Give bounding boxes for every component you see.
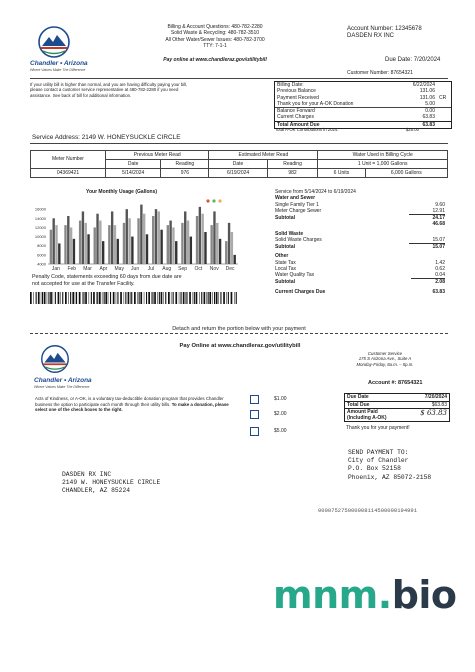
barcode-bar (120, 292, 122, 304)
x-tick-label: Jul (147, 266, 155, 272)
barcode-bar (165, 292, 166, 304)
account-summary (274, 81, 452, 129)
barcode-bar (79, 292, 81, 304)
usage-bar (204, 232, 206, 264)
barcode-bar (218, 292, 219, 304)
meter-row: 04369421 5/14/2024 976 6/19/2024 982 6 Units 6,000 Gallons (31, 169, 448, 178)
meter-header: Estimated Meter Read (209, 151, 318, 160)
legend-dot (206, 199, 209, 202)
usage-bar (169, 221, 171, 264)
charge-line: Subtotal 15.07 (275, 243, 445, 250)
barcode-bar (72, 292, 74, 304)
barcode-bar (201, 292, 202, 304)
meter-header: Previous Meter Read (106, 151, 209, 160)
barcode-bar (212, 292, 213, 304)
barcode-bar (125, 292, 126, 304)
barcode-bar (134, 292, 136, 304)
barcode-bar (42, 292, 43, 304)
barcode-bar (234, 292, 235, 304)
usage-bar (82, 211, 84, 264)
barcode-bar (47, 292, 48, 304)
summary-row: Balance Forward 0.00 (275, 108, 451, 115)
usage-bar (167, 225, 169, 264)
due-date: Due Date: 7/20/2024 (385, 57, 441, 63)
barcode-bar (110, 292, 111, 304)
barcode-bar (214, 292, 215, 304)
barcode-bar (173, 292, 174, 304)
meter-header: Water Used in Billing Cycle (318, 151, 448, 160)
usage-bar (50, 230, 52, 264)
barcode-bar (140, 292, 142, 304)
legend-dot (218, 199, 221, 202)
meter-subheader: Date (209, 160, 267, 169)
usage-bar (196, 216, 198, 264)
usage-bar (117, 239, 119, 264)
barcode-bar (102, 292, 103, 304)
send-payment-address: SEND PAYMENT TO: City of Chandler P.O. Box 52158 Phoenix, AZ 85072-2158 (348, 449, 432, 481)
usage-bar (140, 205, 142, 264)
barcode-bar (220, 292, 221, 304)
due-date-value: 7/20/2024 (424, 394, 447, 400)
penalty-note: Penalty Code, statements exceeding 60 days from due date are not accepted for use at the Transfer Facility. (32, 274, 182, 287)
barcode-bar (157, 292, 158, 304)
usage-bar (96, 214, 98, 264)
barcode-bar (68, 292, 69, 304)
barcode-bar (137, 292, 138, 304)
amount-paid-label: Amount Paid (Including A-OK) (347, 409, 387, 422)
usage-bar (114, 225, 116, 264)
detach-notice: Detach and return the portion below with your payment (172, 326, 306, 332)
usage-bar (210, 225, 212, 264)
barcode-bar (38, 292, 40, 304)
charge-line: Subtotal 24.17 (275, 214, 445, 221)
barcode-bar (30, 292, 32, 304)
payment-box (344, 393, 450, 422)
usage-bar (58, 243, 60, 264)
legend-dot (212, 199, 215, 202)
remit-account-number: Account #: 87654321 (368, 380, 423, 386)
customer-number: Customer Number: 87654321 (347, 70, 413, 76)
barcode-bar (97, 292, 98, 304)
barcode-bar (148, 292, 150, 304)
summary-row: Thank you for your A-OK Donation 5.00 (277, 100, 435, 107)
barcode-bar (185, 292, 186, 304)
x-tick-label: Apr (99, 266, 108, 272)
usage-bar (190, 237, 192, 264)
customer-mailing-address: DASDEN RX INC 2149 W. HONEYSUCKLE CIRCLE CHANDLER, AZ 85224 (62, 471, 161, 495)
usage-bar (158, 211, 160, 264)
usage-bar (64, 225, 66, 264)
usage-bar (137, 218, 139, 264)
barcode-bar (75, 292, 76, 304)
remit-pay-online-link[interactable]: Pay Online at www.chandleraz.gov/utilitybill (179, 343, 301, 349)
logo-tagline: Where Values Make The Difference (34, 385, 90, 389)
y-tick-label: 4000 (37, 261, 46, 267)
usage-bar (55, 225, 57, 264)
barcode-bar (131, 292, 132, 304)
barcode-bar (159, 292, 160, 304)
barcode-bar (99, 292, 101, 304)
contact-line: TTY: 7-1-1 (203, 42, 227, 49)
barcode-bar (194, 292, 195, 304)
donation-checkbox-1[interactable] (250, 395, 259, 404)
barcode-bar (128, 292, 130, 304)
barcode-bar (183, 292, 185, 304)
aok-contributions: Total A-OK Contributions in 2024: $25.00 (275, 127, 419, 132)
x-tick-label: Oct (194, 266, 203, 272)
current-charges-row: Current Charges Due 63.83 (275, 288, 445, 295)
usage-bar (234, 255, 236, 264)
barcode-bar (189, 292, 191, 304)
charge-line: Local Tax 0.62 (275, 265, 445, 272)
logo-name: Chandler • Arizona (34, 377, 92, 384)
service-period: Service from 5/14/2024 to 6/19/2024 (275, 189, 356, 195)
y-tick-label: 8000 (37, 243, 46, 249)
barcode-bar (209, 292, 211, 304)
usage-bar (126, 209, 128, 264)
meter-header: Meter Number (31, 151, 106, 169)
chart-title: Your Monthly Usage (Gallons) (86, 189, 158, 195)
usage-bar (187, 221, 189, 264)
usage-bar (111, 211, 113, 264)
summary-row: Payment Received 131.06 CR (277, 94, 447, 101)
barcode-bar (206, 292, 207, 304)
charge-line: Single Family Tier 1 9.60 (275, 201, 445, 208)
usage-bar (79, 221, 81, 264)
donation-checkbox-2[interactable] (250, 410, 259, 419)
usage-bar (213, 211, 215, 264)
account-number: Account Number: 12345678 (347, 26, 422, 32)
x-tick-label: Dec (225, 266, 235, 272)
charge-line: Subtotal 2.08 (275, 279, 445, 286)
contact-line: All Other Water/Sewer Issues: 480-782-3700 (165, 36, 265, 43)
barcode-bar (208, 292, 209, 304)
barcode-bar (116, 292, 117, 304)
charges-section-heading: Solid Waste (275, 230, 304, 237)
barcode-bar (152, 292, 153, 304)
barcode-bar (193, 292, 194, 304)
barcode-bar (231, 292, 233, 304)
y-tick-label: 10000 (34, 234, 46, 240)
usage-bar (172, 227, 174, 264)
usage-bar (52, 218, 54, 264)
barcode-bar (53, 292, 54, 304)
usage-bar (219, 239, 221, 264)
barcode-bar (85, 292, 87, 304)
customer-service: Customer Service 175 S Arizona Ave., Suite A Monday-Friday, 8a.m. – 5p.m. (356, 351, 414, 367)
usage-bar (175, 241, 177, 264)
usage-bar (67, 216, 69, 264)
usage-bar (108, 225, 110, 264)
usage-bar (155, 209, 157, 264)
usage-bar (181, 223, 183, 264)
barcode-bar (48, 292, 49, 304)
usage-bar (152, 216, 154, 264)
barcode-bar (124, 292, 125, 304)
usage-bar (70, 227, 72, 264)
total-due-label: Total Due (347, 401, 370, 408)
barcode-bar (58, 292, 60, 304)
chandler-logo-icon (37, 26, 71, 58)
y-tick-label: 12000 (34, 224, 46, 230)
barcode-bar (61, 292, 62, 304)
barcode-bar (108, 292, 109, 304)
summary-row: Billing Date: 6/22/2024 (277, 82, 435, 88)
barcode-bar (55, 292, 56, 304)
barcode-bar (171, 292, 172, 304)
barcode-bar (186, 292, 187, 304)
usage-bar (99, 221, 101, 264)
barcode-bar (65, 292, 67, 304)
barcode-bar (113, 292, 115, 304)
y-tick-label: 6000 (37, 252, 46, 258)
barcode-bar (236, 292, 237, 304)
y-tick-label: 16000 (34, 206, 46, 212)
charges-breakdown (275, 189, 445, 295)
x-tick-label: Mar (83, 266, 92, 272)
barcode-bar (44, 292, 46, 304)
barcode-bar (41, 292, 42, 304)
logo-name: Chandler • Arizona (30, 60, 88, 67)
usage-bar (85, 223, 87, 264)
usage-bar (160, 230, 162, 264)
x-tick-label: Jun (131, 266, 140, 272)
barcode-bar (223, 292, 225, 304)
usage-bar (87, 234, 89, 264)
donation-amount: $1.00 (274, 396, 287, 402)
donation-amount: $5.00 (274, 428, 287, 434)
summary-row: Previous Balance 131.06 (277, 88, 435, 95)
charge-line: State Tax 1.42 (275, 259, 445, 266)
total-due-value: $63.83 (431, 401, 447, 408)
barcode-bar (168, 292, 170, 304)
barcode-bar (33, 292, 34, 304)
contact-block (160, 24, 270, 49)
usage-bar (225, 241, 227, 264)
barcode-bar (83, 292, 84, 304)
barcode-bar (76, 292, 77, 304)
barcode-bar (146, 292, 147, 304)
usage-bar (102, 241, 104, 264)
x-tick-label: Nov (209, 266, 219, 272)
logo-tagline: Where Values Make The Difference (30, 68, 86, 72)
barcode-bar (82, 292, 83, 304)
high-bill-notice: If your utility bill is higher than normal, and you are having difficulty paying your bill, please contact a customer service representative at 480-782-2280 if you need assistance. See back of bill for additional information. (30, 82, 188, 98)
pay-online-link[interactable]: Pay online at www.chandleraz.gov/utilitybill (163, 57, 267, 63)
meter-subheader: Reading (267, 160, 318, 169)
meter-subheader: 1 Unit = 1,000 Gallons (318, 160, 448, 169)
barcode-bar (228, 292, 229, 304)
meter-subheader: Date (106, 160, 161, 169)
y-tick-label: 14000 (34, 215, 46, 221)
account-name: DASDEN RX INC (347, 33, 395, 39)
aok-description: Acts of Kindness, or A-OK, is a voluntary tax-deductible donation program that provides Chandler business the option to participate each month through their utility bills. To make a donation, please select one of the check boxes to the right. (35, 396, 229, 412)
x-tick-label: Feb (67, 266, 77, 272)
chandler-logo-icon (40, 344, 70, 374)
barcode-bar (154, 292, 156, 304)
meter-subheader: Reading (161, 160, 209, 169)
barcode-bar (93, 292, 95, 304)
usage-bar (216, 223, 218, 264)
charge-line: Water Quality Tax 0.04 (275, 272, 445, 279)
thanks-message: Thank you for your payment! (346, 425, 410, 431)
usage-bar (143, 214, 145, 264)
usage-bar (231, 232, 233, 264)
barcode-bar (163, 292, 164, 304)
barcode-bar (130, 292, 131, 304)
barcode-bar (179, 292, 180, 304)
charge-line: Solid Waste Charges 15.07 (275, 236, 445, 243)
barcode-bar (117, 292, 118, 304)
x-tick-label: Sep (178, 266, 188, 272)
contact-line: Solid Waste & Recycling: 480-782-3510 (170, 30, 260, 37)
usage-bar (201, 214, 203, 264)
donation-amount: $2.00 (274, 411, 287, 417)
barcode-bar (70, 292, 71, 304)
barcode-bar (144, 292, 145, 304)
barcode-bar (139, 292, 140, 304)
barcode-bar (196, 292, 198, 304)
contact-line: Billing & Account Questions: 480-782-2280 (167, 24, 263, 30)
scanline: 000075275000008114500000194991 (318, 507, 418, 514)
barcode-bar (216, 292, 218, 304)
barcode-bar (161, 292, 163, 304)
summary-total-row: Total Amount Due 63.83 (275, 121, 451, 128)
usage-chart (30, 196, 242, 274)
usage-bar (131, 237, 133, 264)
barcode-bar (104, 292, 105, 304)
amount-paid-handwritten[interactable]: $ 63.83 (420, 409, 447, 417)
barcode-bar (105, 292, 107, 304)
donation-checkbox-3[interactable] (250, 427, 259, 436)
barcode-bar (175, 292, 177, 304)
charges-section-heading: Water and Sewer (275, 195, 316, 202)
barcode-bar (204, 292, 206, 304)
barcode-bar (151, 292, 152, 304)
usage-bar (128, 218, 130, 264)
barcode-bar (226, 292, 227, 304)
usage-bar (228, 223, 230, 264)
usage-bar (184, 211, 186, 264)
usage-bar (94, 227, 96, 264)
barcode-bar (199, 292, 200, 304)
barcode-bar (89, 292, 90, 304)
barcode-bar (96, 292, 97, 304)
usage-bar (199, 207, 201, 264)
barcode-bar (181, 292, 182, 304)
watermark: mnm.bio (273, 573, 457, 617)
charge-line: 46.68 (432, 221, 445, 228)
barcode-bar (62, 292, 63, 304)
barcode-icon (30, 292, 238, 304)
usage-bar (146, 234, 148, 264)
charge-line: Meter Charge Sewer 12.91 (275, 207, 445, 214)
barcode-bar (36, 292, 37, 304)
usage-bar (123, 223, 125, 264)
x-tick-label: Jan (51, 266, 60, 272)
service-address: Service Address: 2149 W. HONEYSUCKLE CIRCLE (32, 134, 181, 141)
barcode-bar (91, 292, 92, 304)
usage-bar (73, 239, 75, 264)
due-date-label: Due Date (347, 394, 369, 400)
summary-row: Current Charges 63.83 (277, 114, 435, 121)
meter-table (30, 150, 448, 178)
charges-section-heading: Other (275, 253, 289, 260)
barcode-bar (50, 292, 52, 304)
x-tick-label: May (114, 266, 124, 272)
x-tick-label: Aug (162, 266, 172, 272)
